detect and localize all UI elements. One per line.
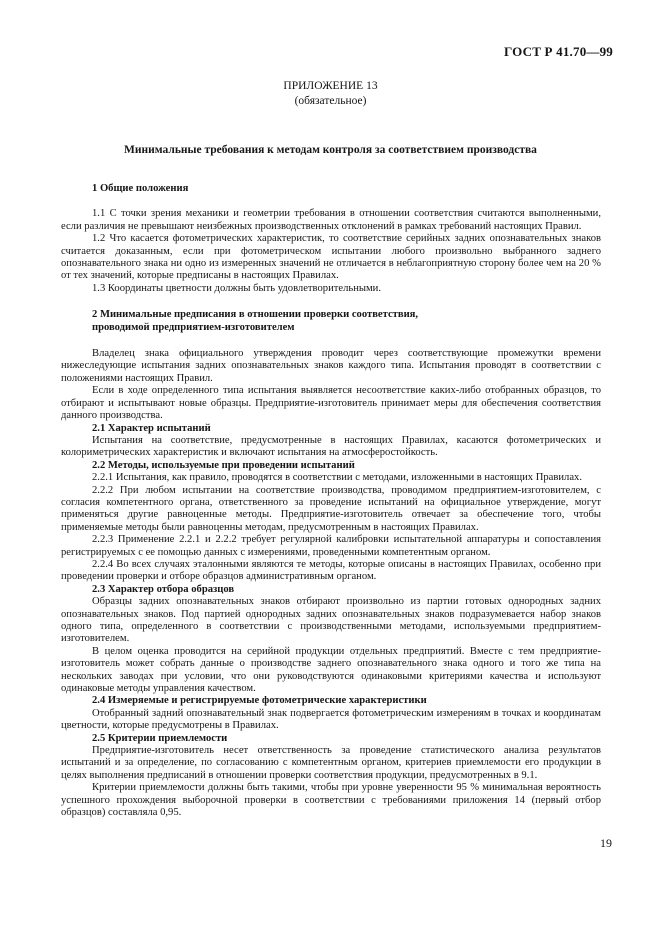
document-title: Минимальные требования к методам контроля за соответствием производства: [124, 144, 537, 156]
section-2-heading-line-1: 2 Минимальные предписания в отношении проверки соответствия,: [92, 309, 419, 321]
subsection-2-1-heading: 2.1 Характер испытаний: [92, 422, 211, 434]
paragraph-2-3-a: Образцы задних опознавательных знаков отбирают произвольно из партии готовых однородных задних опознавательных знаков. Под партией однородных задних опознавательных знаков подразумевается набор знаков одного типа, определенного в соответствии с производственными методами, используемыми предприятием-изготовителем.: [61, 596, 601, 645]
appendix-title: ПРИЛОЖЕНИЕ 13: [283, 80, 378, 92]
subsection-2-2-heading: 2.2 Методы, используемые при проведении испытаний: [92, 459, 355, 471]
section-1-heading: 1 Общие положения: [92, 183, 189, 194]
paragraph-2-5-a: Предприятие-изготовитель несет ответственность за проведение статистического анализа результатов испытаний и за определение, по согласованию с компетентным органом, критериев приемлемости его продукции в целях выполнения предписаний в отношении проверки соответствия продукции, предусмотренных в 9.1.: [61, 745, 601, 781]
section-2-heading-line-2: проводимой предприятием-изготовителем: [92, 321, 295, 333]
standard-number: ГОСТ Р 41.70—99: [504, 44, 613, 59]
paragraph-2-2-2: 2.2.2 При любом испытании на соответствие производства, проводимом предприятием-изготовителем, с согласия компетентного органа, ответственного за проведение испытаний на официальное утверждение, могут применяться другие равноценные методы. Предприятие-изготовитель отвечает за обеспечение того, чтобы применяемые методы были равноценны методам, предусмотренным в настоящих Правилах.: [61, 484, 601, 533]
document-body: [61, 183, 601, 820]
section-2-intro-1: Владелец знака официального утверждения проводит через соответствующие промежутки времени нижеследующие испытания задних опознавательных знаков каждого типа. Испытания проводят в соответствии с положениями настоящих Правил.: [61, 348, 601, 384]
appendix-heading: [0, 79, 661, 109]
subsection-2-3-heading: 2.3 Характер отбора образцов: [92, 583, 235, 595]
paragraph-2-1: Испытания на соответствие, предусмотренные в настоящих Правилах, касаются фотометрических и колориметрических характеристик и включают испытания на атмосферостойкость.: [61, 434, 601, 459]
section-2-intro-2: Если в ходе определенного типа испытания выявляется несоответствие каких-либо отобранных образцов, то отбирают и испытывают новые образцы. Предприятие-изготовитель принимает меры для обеспечения соответствия данного производства.: [61, 385, 601, 422]
paragraph-1-3: 1.3 Координаты цветности должны быть удовлетворительными.: [92, 282, 382, 294]
paragraph-2-2-4: 2.2.4 Во всех случаях эталонными являются те методы, которые описаны в настоящих Правилах, особенно при проведении проверки и отборе образцов административным органом.: [61, 558, 601, 583]
paragraph-1-1: 1.1 С точки зрения механики и геометрии требования в отношении соответствия считаются выполненными, если различия не превышают неизбежных производственных отклонений в рамках требований настоящих Правил.: [61, 208, 601, 232]
section-2-heading: [92, 309, 601, 334]
page-number: 19: [600, 836, 612, 850]
subsection-2-4-heading: 2.4 Измеряемые и регистрируемые фотометрические характеристики: [92, 695, 427, 707]
paragraph-1-2: 1.2 Что касается фотометрических характеристик, то соответствие серийных задних опознавательных знаков считается доказанным, если при фотометрическом испытании любого произвольно выбранного заднего опознавательного знака ни одно из измеренных значений не отличается в неблагоприятную сторону более чем на 20 % от тех значений, которые предписаны в настоящих Правилах.: [61, 233, 601, 282]
paragraph-2-4: Отобранный задний опознавательный знак подвергается фотометрическим измерениям в точках и координатам цветности, которые предусмотрены в Правилах.: [61, 707, 601, 732]
paragraph-2-2-1: 2.2.1 Испытания, как правило, проводятся в соответствии с методами, изложенными в настоящих Правилах.: [92, 472, 582, 484]
paragraph-2-3-b: В целом оценка проводится на серийной продукции отдельных предприятий. Вместе с тем предприятие-изготовитель может собрать данные о производстве заднего опознавательного знака одного и того же типа на нескольких заводах при условии, что они руководствуются одинаковыми критериями качества и используют одинаковые методы управления качеством.: [61, 645, 601, 695]
appendix-subtitle: (обязательное): [294, 95, 367, 107]
paragraph-2-5-b: Критерии приемлемости должны быть такими, чтобы при уровне уверенности 95 % минимальная вероятность успешного прохождения выборочной проверки в соответствии с требованиями приложения 14 (первый отбор образцов) составляла 0,95.: [61, 782, 601, 819]
subsection-2-5-heading: 2.5 Критерии приемлемости: [92, 732, 228, 744]
paragraph-2-2-3: 2.2.3 Применение 2.2.1 и 2.2.2 требует регулярной калибровки испытательной аппаратуры и сопоставления регистрируемых с ее помощью данных с измерениями, проведенными компетентным органом.: [61, 534, 601, 558]
